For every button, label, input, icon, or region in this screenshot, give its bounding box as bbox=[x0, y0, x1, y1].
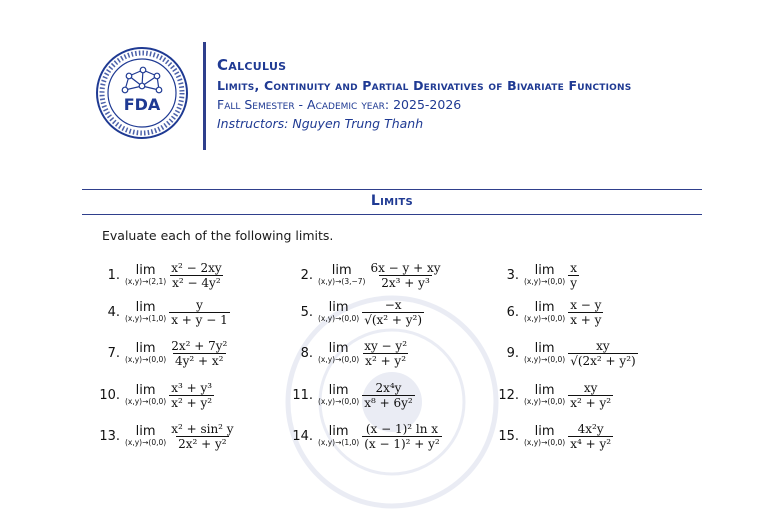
fraction bbox=[169, 298, 230, 327]
limit-operator: lim (x,y)→(0,0) bbox=[524, 341, 566, 364]
limit-operator: lim (x,y)→(0,0) bbox=[524, 300, 566, 323]
denominator: x + y bbox=[570, 312, 602, 327]
limit-approach: (x,y)→(2,1) bbox=[125, 277, 167, 286]
problem-item bbox=[279, 375, 415, 415]
section-top-rule bbox=[82, 189, 702, 190]
numerator: x − y bbox=[570, 297, 602, 312]
course-subtitle: Limits, Continuity and Partial Derivatives of Bivariate Functions bbox=[217, 78, 632, 93]
problem-number: 3. bbox=[506, 267, 519, 283]
problem-number: 2. bbox=[300, 267, 313, 283]
problem-item bbox=[485, 416, 613, 456]
numerator: x bbox=[570, 260, 577, 275]
numerator: x² + sin² y bbox=[171, 421, 234, 436]
denominator: √(2x² + y²) bbox=[570, 353, 636, 368]
problem-number: 10. bbox=[99, 387, 120, 403]
fraction bbox=[169, 422, 235, 451]
problem-item bbox=[86, 292, 230, 332]
problem-item bbox=[485, 292, 603, 332]
denominator: x + y − 1 bbox=[171, 312, 228, 327]
numerator: xy − y² bbox=[364, 338, 408, 353]
numerator: (x − 1)² ln x bbox=[365, 421, 439, 436]
denominator: x⁸ + 6y² bbox=[364, 395, 413, 410]
limit-approach: (x,y)→(0,0) bbox=[524, 397, 566, 406]
problem-item bbox=[485, 375, 613, 415]
problem-number: 7. bbox=[107, 345, 120, 361]
problem-item bbox=[485, 255, 579, 295]
limit-approach: (x,y)→(0,0) bbox=[318, 397, 360, 406]
problem-item bbox=[279, 255, 443, 295]
numerator: 2x⁴y bbox=[375, 380, 402, 395]
course-title: Calculus bbox=[217, 56, 287, 74]
limit-approach: (x,y)→(3,−7) bbox=[318, 277, 366, 286]
fraction bbox=[568, 381, 613, 410]
limit-operator: lim (x,y)→(1,0) bbox=[125, 300, 167, 323]
problem-number: 13. bbox=[99, 428, 120, 444]
numerator: y bbox=[196, 297, 203, 312]
problem-number: 6. bbox=[506, 304, 519, 320]
numerator: x² − 2xy bbox=[171, 260, 222, 275]
denominator: x² + y² bbox=[570, 395, 612, 410]
denominator: x⁴ + y² bbox=[570, 436, 612, 451]
denominator: (x − 1)² + y² bbox=[364, 436, 440, 451]
document-header bbox=[217, 56, 631, 131]
limit-approach: (x,y)→(0,0) bbox=[125, 438, 167, 447]
limit-approach: (x,y)→(0,0) bbox=[125, 355, 167, 364]
problem-number: 15. bbox=[498, 428, 519, 444]
denominator: 4y² + x² bbox=[175, 353, 224, 368]
fraction bbox=[169, 339, 229, 368]
problem-item bbox=[279, 333, 409, 373]
limit-operator: lim (x,y)→(0,0) bbox=[125, 424, 167, 447]
fraction bbox=[362, 381, 415, 410]
denominator: x² + y² bbox=[365, 353, 407, 368]
numerator: −x bbox=[384, 297, 402, 312]
fraction bbox=[362, 298, 424, 327]
denominator: √(x² + y²) bbox=[364, 312, 423, 327]
fraction bbox=[568, 261, 579, 290]
limit-operator: lim (x,y)→(0,0) bbox=[524, 263, 566, 286]
problem-number: 5. bbox=[300, 304, 313, 320]
problem-number: 1. bbox=[107, 267, 120, 283]
denominator: 2x² + y² bbox=[178, 436, 227, 451]
problem-number: 9. bbox=[506, 345, 519, 361]
fraction bbox=[362, 339, 409, 368]
instruction-text: Evaluate each of the following limits. bbox=[102, 228, 334, 243]
numerator: 2x² + 7y² bbox=[171, 338, 228, 353]
limit-approach: (x,y)→(0,0) bbox=[524, 438, 566, 447]
fraction bbox=[169, 381, 214, 410]
fraction bbox=[568, 422, 613, 451]
section-title: Limits bbox=[370, 193, 414, 209]
limit-operator: lim (x,y)→(0,0) bbox=[524, 383, 566, 406]
limit-approach: (x,y)→(0,0) bbox=[318, 355, 360, 364]
problem-item bbox=[86, 416, 236, 456]
fraction bbox=[568, 339, 638, 368]
limit-operator: lim (x,y)→(0,0) bbox=[318, 300, 360, 323]
problem-number: 4. bbox=[107, 304, 120, 320]
problem-number: 14. bbox=[292, 428, 313, 444]
limit-operator: lim (x,y)→(0,0) bbox=[125, 383, 167, 406]
numerator: 4x²y bbox=[577, 421, 604, 436]
denominator: x² + y² bbox=[171, 395, 213, 410]
problem-number: 11. bbox=[292, 387, 313, 403]
limit-approach: (x,y)→(0,0) bbox=[524, 314, 566, 323]
problem-item bbox=[86, 255, 224, 295]
limit-approach: (x,y)→(0,0) bbox=[318, 314, 360, 323]
limit-approach: (x,y)→(1,0) bbox=[125, 314, 167, 323]
header-divider bbox=[203, 42, 206, 150]
problem-item bbox=[86, 333, 229, 373]
limit-operator: lim (x,y)→(0,0) bbox=[524, 424, 566, 447]
denominator: y bbox=[570, 275, 577, 290]
limit-approach: (x,y)→(0,0) bbox=[524, 277, 566, 286]
limit-approach: (x,y)→(1,0) bbox=[318, 438, 360, 447]
limit-operator: lim (x,y)→(2,1) bbox=[125, 263, 167, 286]
problem-item bbox=[279, 416, 442, 456]
fraction bbox=[362, 422, 442, 451]
problem-number: 8. bbox=[300, 345, 313, 361]
semester-line: Fall Semester - Academic year: 2025-2026 bbox=[217, 97, 462, 112]
problem-item bbox=[485, 333, 638, 373]
problem-number: 12. bbox=[498, 387, 519, 403]
numerator: xy bbox=[583, 380, 598, 395]
fraction bbox=[568, 298, 603, 327]
limit-operator: lim (x,y)→(1,0) bbox=[318, 424, 360, 447]
numerator: xy bbox=[596, 338, 610, 353]
limit-operator: lim (x,y)→(0,0) bbox=[318, 341, 360, 364]
limit-approach: (x,y)→(0,0) bbox=[524, 355, 566, 364]
instructors-line: Instructors: Nguyen Trung Thanh bbox=[217, 116, 424, 131]
problem-item bbox=[279, 292, 424, 332]
institution-logo bbox=[95, 46, 189, 140]
section-bottom-rule bbox=[82, 214, 702, 215]
limit-approach: (x,y)→(0,0) bbox=[125, 397, 167, 406]
problem-item bbox=[86, 375, 214, 415]
denominator: x² − 4y² bbox=[172, 275, 221, 290]
logo-text: FDA bbox=[123, 95, 161, 114]
limit-operator: lim (x,y)→(3,−7) bbox=[318, 263, 366, 286]
numerator: 6x − y + xy bbox=[370, 260, 441, 275]
limit-operator: lim (x,y)→(0,0) bbox=[318, 383, 360, 406]
fraction bbox=[368, 261, 442, 290]
numerator: x³ + y³ bbox=[171, 380, 213, 395]
denominator: 2x³ + y³ bbox=[381, 275, 430, 290]
fraction bbox=[169, 261, 223, 290]
limit-operator: lim (x,y)→(0,0) bbox=[125, 341, 167, 364]
